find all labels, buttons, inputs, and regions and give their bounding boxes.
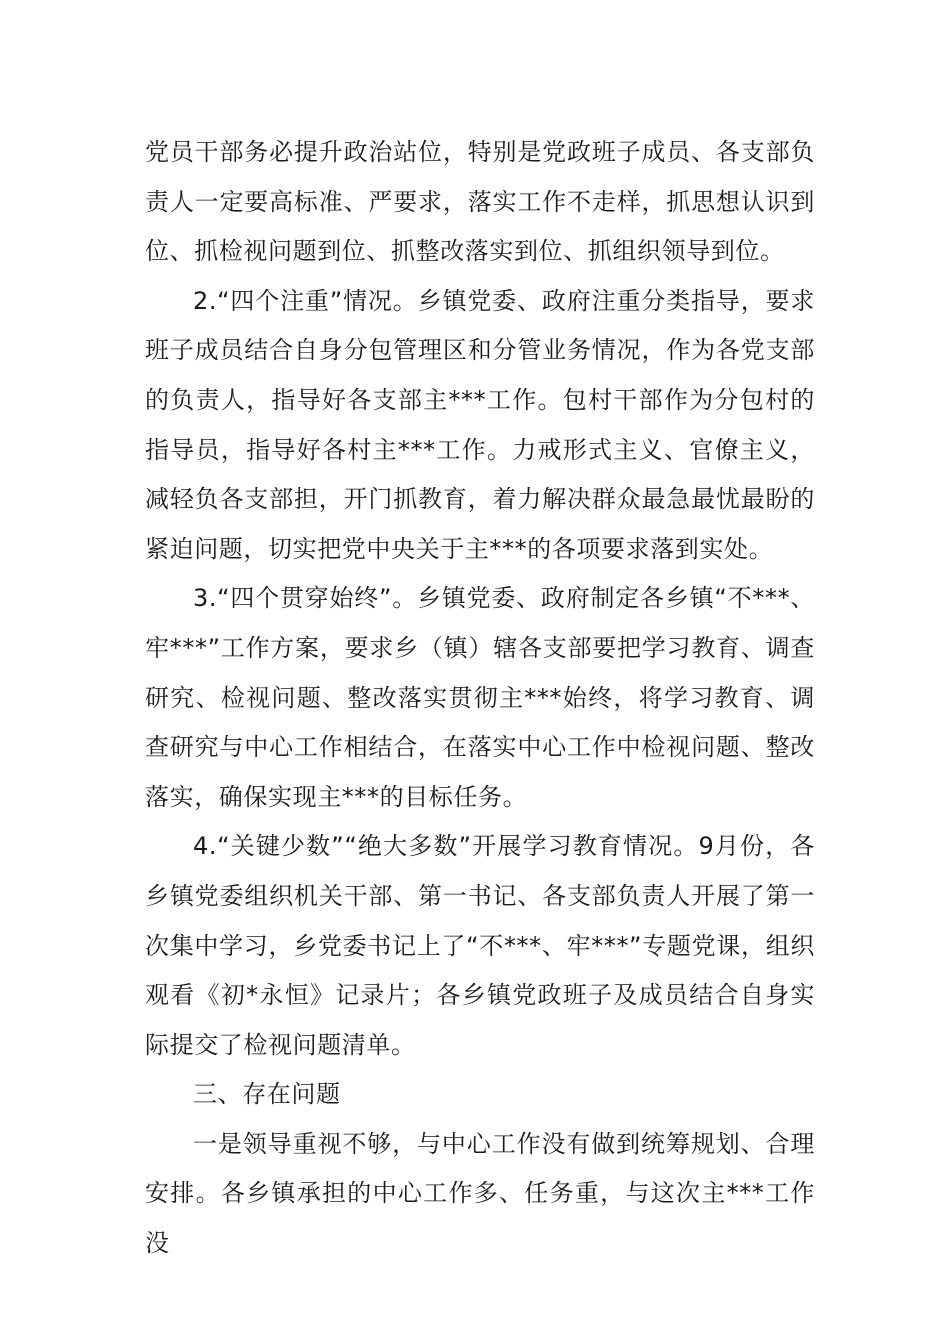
paragraph-key-minority: 4.“关键少数”“绝大多数”开展学习教育情况。9月份，各乡镇党委组织机关干部、第一书记、各支部负责人开展了第一次集中学习，乡党委书记上了“不***、牢***”专题党课，组织观看《初*永恒》记录片；各乡镇党政班子及成员结合自身实际提交了检视问题清单。 [145, 832, 815, 1059]
paragraph-problem-one: 一是领导重视不够，与中心工作没有做到统筹规划、合理安排。各乡镇承担的中心工作多、任务重，与这次主***工作没 [145, 1129, 815, 1258]
section-heading-existing-problems: 三、存在问题 [193, 1080, 341, 1109]
document-body [145, 128, 815, 1269]
paragraph-continuation: 党员干部务必提升政治站位，特别是党政班子成员、各支部负责人一定要高标准、严要求，落实工作不走样，抓思想认识到位、抓检视问题到位、抓整改落实到位、抓组织领导到位。 [145, 138, 815, 266]
paragraph-four-throughout: 3.“四个贯穿始终”。乡镇党委、政府制定各乡镇“不***、牢***”工作方案，要求乡（镇）辖各支部要把学习教育、调查研究、检视问题、整改落实贯彻主***始终，将学习教育、调查研究与中心工作相结合，在落实中心工作中检视问题、整改落实，确保实现主***的目标任务。 [145, 584, 815, 811]
paragraph-four-emphases: 2.“四个注重”情况。乡镇党委、政府注重分类指导，要求班子成员结合自身分包管理区和分管业务情况，作为各党支部的负责人，指导好各支部主***工作。包村干部作为分包村的指导员，指导好各村主***工作。力戒形式主义、官僚主义，减轻负各支部担，开门抓教育，着力解决群众最急最忧最盼的紧迫问题，切实把党中央关于主***的各项要求落到实处。 [145, 286, 815, 563]
